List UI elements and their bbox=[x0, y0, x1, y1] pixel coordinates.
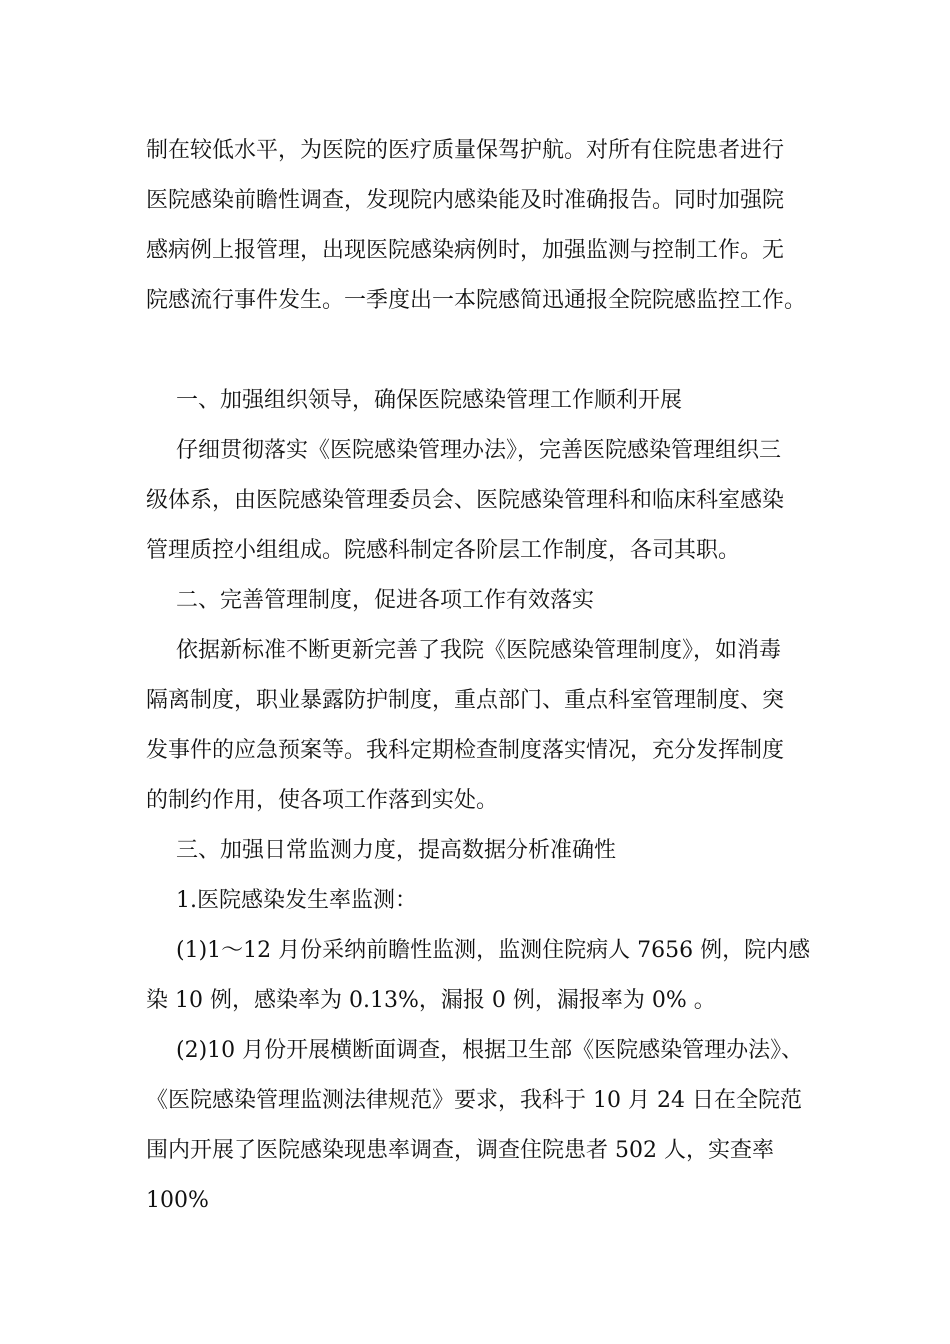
body-text-line: 制在较低水平，为医院的医疗质量保驾护航。对所有住院患者进行 bbox=[146, 138, 785, 163]
subsection-heading: 1.医院感染发生率监测： bbox=[176, 888, 417, 913]
body-text-line: 的制约作用，使各项工作落到实处。 bbox=[146, 788, 499, 813]
section-heading: 一、加强组织领导，确保医院感染管理工作顺利开展 bbox=[176, 388, 683, 413]
body-text-line: 院感流行事件发生。一季度出一本院感简迅通报全院院感监控工作。 bbox=[146, 288, 807, 313]
section-heading: 二、完善管理制度，促进各项工作有效落实 bbox=[176, 588, 595, 613]
body-text-line: 发事件的应急预案等。我科定期检查制度落实情况，充分发挥制度 bbox=[146, 738, 785, 763]
body-text-line: 级体系，由医院感染管理委员会、医院感染管理科和临床科室感染 bbox=[146, 488, 785, 513]
body-text-line: 隔离制度，职业暴露防护制度，重点部门、重点科室管理制度、突 bbox=[146, 688, 785, 713]
body-text-line: 医院感染前瞻性调查，发现院内感染能及时准确报告。同时加强院 bbox=[146, 188, 785, 213]
section-heading: 三、加强日常监测力度，提高数据分析准确性 bbox=[176, 838, 617, 863]
body-text-line: (2)10 月份开展横断面调查，根据卫生部《医院感染管理办法》、 bbox=[176, 1038, 804, 1063]
body-text-line: 染 10 例，感染率为 0.13%，漏报 0 例，漏报率为 0% 。 bbox=[146, 988, 716, 1013]
body-text-line: 仔细贯彻落实《医院感染管理办法》，完善医院感染管理组织三 bbox=[176, 438, 782, 463]
body-text-line: (1)1～12 月份采纳前瞻性监测，监测住院病人 7656 例，院内感 bbox=[176, 938, 811, 963]
body-text-line: 100% bbox=[146, 1188, 209, 1213]
body-text-line: 感病例上报管理，出现医院感染病例时，加强监测与控制工作。无 bbox=[146, 238, 785, 263]
body-text-line: 管理质控小组组成。院感科制定各阶层工作制度，各司其职。 bbox=[146, 538, 741, 563]
body-text-line: 围内开展了医院感染现患率调查，调查住院患者 502 人，实查率 bbox=[146, 1138, 774, 1163]
body-text-line: 依据新标准不断更新完善了我院《医院感染管理制度》，如消毒 bbox=[176, 638, 782, 663]
body-text-line: 《医院感染管理监测法律规范》要求，我科于 10 月 24 日在全院范 bbox=[146, 1088, 802, 1113]
